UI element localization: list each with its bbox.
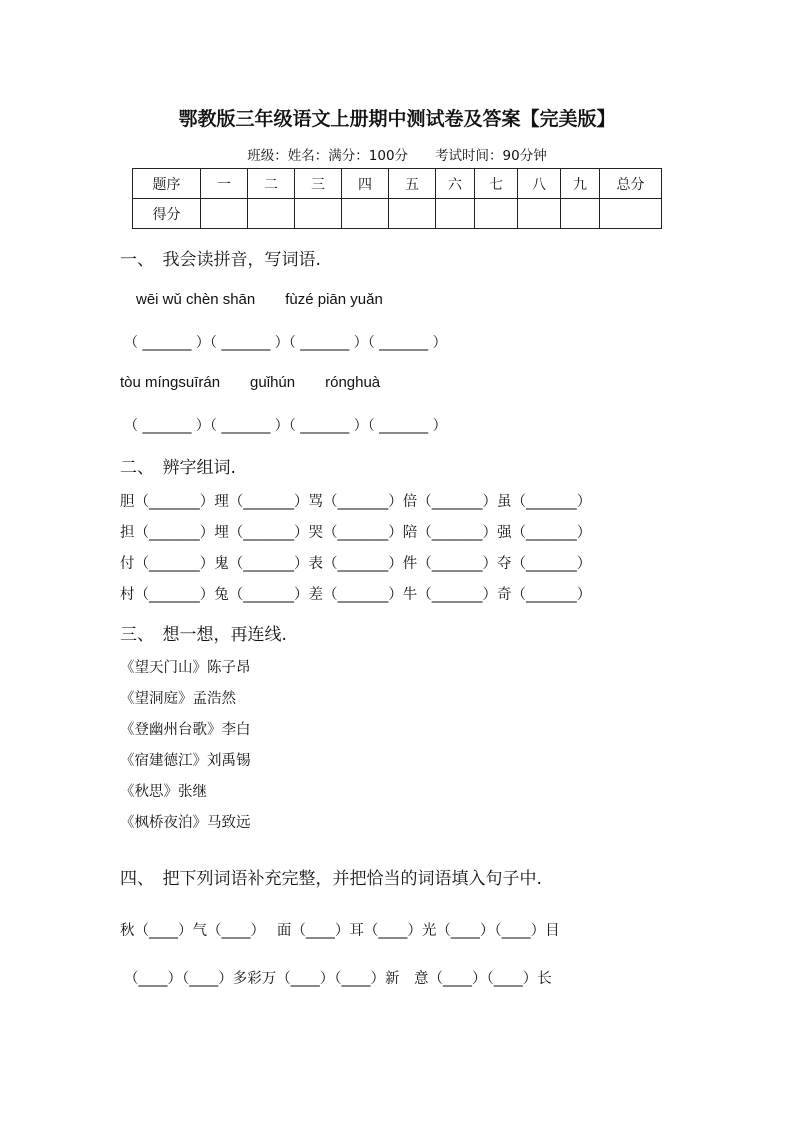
score-cell[interactable] (201, 199, 248, 229)
page-title: 鄂教版三年级语文上册期中测试卷及答案【完美版】 (178, 108, 616, 130)
score-cell[interactable] (436, 199, 475, 229)
score-cell[interactable] (248, 199, 295, 229)
header-cell: 九 (561, 169, 600, 199)
poem-item: 《望天门山》陈子昂 (120, 660, 251, 676)
word-row[interactable]: 担（_______）埋（_______）哭（_______）陪（_______）强（_______） (120, 525, 592, 541)
pinyin-line-2: tòu míngsuīrán guǐhún rónghuà (120, 374, 381, 391)
poem-item: 《登幽州台歌》李白 (120, 722, 251, 738)
word-row[interactable]: 村（_______）兔（_______）差（_______）牛（_______）奇（_______） (120, 587, 592, 603)
word-row[interactable]: 付（_______）鬼（_______）表（_______）件（_______）夺（_______） (120, 556, 592, 572)
poem-item: 《枫桥夜泊》马致远 (120, 815, 251, 831)
header-cell: 五 (389, 169, 436, 199)
header-cell: 三 (295, 169, 342, 199)
fill-line-2[interactable]: （____）（____）多彩万（____）（____）新 意（____）（____）长 (124, 971, 552, 987)
word-row[interactable]: 胆（_______）理（_______）骂（_______）倍（_______）虽（_______） (120, 494, 592, 510)
poem-item: 《宿建德江》刘禹锡 (120, 753, 251, 769)
score-table-score-row (133, 199, 662, 229)
score-cell[interactable] (600, 199, 662, 229)
header-cell: 一 (201, 169, 248, 199)
pinyin-line-1: wēi wǔ chèn shān fùzé piān yuǎn (136, 291, 383, 308)
score-cell[interactable] (295, 199, 342, 229)
header-cell: 六 (436, 169, 475, 199)
header-cell: 八 (518, 169, 561, 199)
score-cell[interactable] (342, 199, 389, 229)
header-cell: 四 (342, 169, 389, 199)
header-cell: 题序 (133, 169, 201, 199)
poem-item: 《望洞庭》孟浩然 (120, 691, 236, 707)
score-table (132, 168, 662, 229)
poem-item: 《秋思》张继 (120, 784, 207, 800)
score-cell[interactable] (389, 199, 436, 229)
exam-info: 班级：姓名：满分：100分 考试时间：90分钟 (247, 148, 547, 164)
section-2-heading: 二、 辨字组词. (120, 458, 236, 478)
answer-blanks-1[interactable]: （ _______ ）（ _______ ）（ _______ ）（ _______ ） (124, 335, 447, 351)
answer-blanks-2[interactable]: （ _______ ）（ _______ ）（ _______ ）（ _______ ） (124, 418, 447, 434)
section-3-heading: 三、 想一想，再连线. (120, 625, 287, 645)
score-cell[interactable] (475, 199, 518, 229)
section-1-heading: 一、 我会读拼音，写词语. (120, 250, 321, 270)
header-cell: 七 (475, 169, 518, 199)
score-table-header-row (133, 169, 662, 199)
section-4-heading: 四、 把下列词语补充完整，并把恰当的词语填入句子中. (120, 869, 542, 889)
score-row-label: 得分 (133, 199, 201, 229)
header-cell: 二 (248, 169, 295, 199)
score-cell[interactable] (561, 199, 600, 229)
header-cell: 总分 (600, 169, 662, 199)
fill-line-1[interactable]: 秋（____）气（____） 面（____）耳（____）光（____）（____）目 (120, 923, 560, 939)
score-cell[interactable] (518, 199, 561, 229)
